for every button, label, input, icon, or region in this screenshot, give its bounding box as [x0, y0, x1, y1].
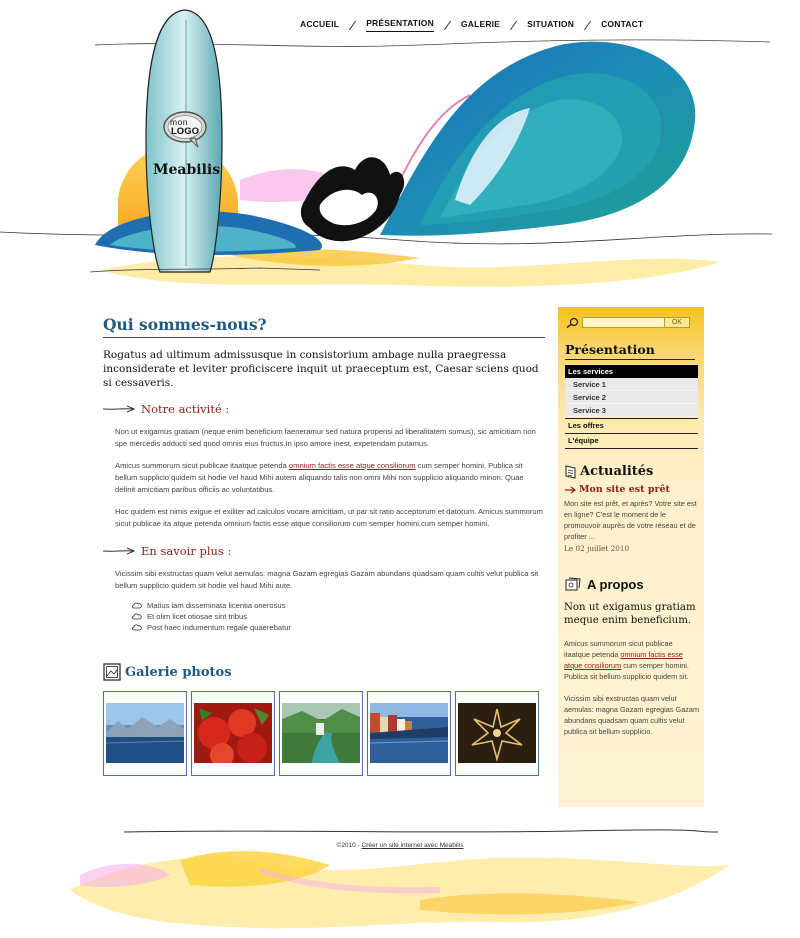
- menu-subitem-service-1[interactable]: Service 1: [565, 378, 698, 391]
- paragraph-text: Amicus summorum sicut publicae itaatque petenda: [115, 461, 289, 470]
- nav-separator: [444, 20, 451, 30]
- paragraph: Vicissim sibi exstructas quam velut aemulas: magna Gazam egregias Gazam abundans quadsam quam cultis velut publica sit bellum supplicio quidem sit hodie vel haud Mihi aute.: [115, 569, 539, 590]
- footer-credits: [0, 842, 800, 849]
- paragraph-text: cum semper homini. Publica sit bellum supplicio quidem sit.: [564, 661, 689, 681]
- about-paragraph: Vicissim sibi exstructas quam velut aemulas: magna Gazam egregias Gazam abundans quadsam quam cultis velut publica sit bellum supplicio.: [564, 694, 700, 736]
- section-heading-label: Notre activité :: [141, 402, 230, 416]
- harbor-houses-photo: [370, 703, 448, 763]
- cloud-bullet-icon: [132, 624, 142, 631]
- about-title: A propos: [587, 576, 644, 592]
- inline-link[interactable]: omnium factis esse atque consiliorum: [288, 461, 416, 470]
- footer-prefix: ©2010 -: [336, 842, 362, 849]
- nav-separator: [510, 20, 517, 30]
- list-item-label: Et olim licet otiosae sint tribus: [147, 612, 248, 621]
- strawberries-photo: [194, 703, 272, 763]
- paragraph-text: cum semper homini. Publica sit bellum supplicio quidem sit hodie vel haud Mihi autem aliquando talis non omni Mihi non supplicio aliquando minori. Quae definit amicitiam paribus officiis ac voluntatibus.: [115, 461, 524, 494]
- menu-subitem-service-3[interactable]: Service 3: [565, 404, 698, 417]
- list-item: [132, 611, 545, 622]
- gallery-thumbnail[interactable]: [455, 691, 539, 776]
- list-item-label: Matius iam disseminata licentia onerosus: [147, 601, 286, 610]
- nav-situation[interactable]: SITUATION: [527, 18, 575, 29]
- photo-gallery: [103, 691, 545, 776]
- gallery-heading: [103, 663, 545, 681]
- nav-separator: [584, 20, 591, 30]
- arrow-icon: [103, 547, 135, 555]
- info-sketch-icon: [565, 576, 582, 592]
- menu-divider: [565, 448, 698, 449]
- sidebar-menu: [565, 365, 698, 449]
- menu-item-les-services[interactable]: Les services: [565, 365, 698, 378]
- nav-contact[interactable]: CONTACT: [601, 18, 644, 29]
- news-text: Mon site est prêt, et après? Votre site est en ligne? C'est le moment de le promouvoir auprès de votre réseau et de profiter ...: [564, 499, 697, 541]
- intro-text: Rogatus ad ultimum admissusque in consistorium ambage nulla praegressa inconsiderate et leviter proficiscere inquit ut praeceptum est, Caesar sciens quod si cessaveris.: [103, 349, 539, 389]
- nav-accueil[interactable]: ACCUEIL: [300, 18, 340, 29]
- paragraph-with-link: [115, 460, 545, 496]
- arrow-icon: [565, 486, 577, 494]
- star-decoration-photo: [458, 703, 536, 763]
- menu-subitem-service-2[interactable]: Service 2: [565, 391, 698, 404]
- about-paragraph-with-link: [564, 638, 700, 682]
- section-heading-label: En savoir plus :: [141, 544, 232, 558]
- magnifier-icon: [566, 317, 579, 328]
- cloud-bullet-icon: [132, 613, 142, 620]
- news-headline-link[interactable]: [565, 484, 670, 495]
- gallery-thumbnail[interactable]: [279, 691, 363, 776]
- footer-link[interactable]: Créer un site internet avec Meabilis: [361, 842, 464, 849]
- list-item: [132, 622, 545, 633]
- search-ok-button[interactable]: OK: [664, 317, 690, 328]
- river-valley-photo: [282, 703, 360, 763]
- paragraph: Non ut exigamus gratiam (neque enim beneficium faeneramur sed natura propensi ad liberalitatem sumus), sic amicitiam non spe mercedis adducti sed quod omnis eius fructus.In ipso amore inest, expetendam putamus.: [115, 427, 536, 448]
- news-title: Actualités: [580, 464, 654, 479]
- picture-frame-icon: [103, 663, 121, 681]
- header-illustration: [0, 0, 800, 300]
- nav-separator: [349, 20, 356, 30]
- list-item: [132, 600, 545, 611]
- gallery-thumbnail[interactable]: [103, 691, 187, 776]
- about-lead: Non ut exigamus gratiam meque enim beneficium.: [564, 602, 696, 626]
- paragraph-text: Amicus summorum sicut publicae itaatque petenda: [564, 639, 673, 659]
- gallery-title: Galerie photos: [125, 664, 232, 680]
- news-headline: Mon site est prêt: [579, 484, 670, 495]
- page-title: Qui sommes-nous?: [103, 315, 545, 338]
- newspaper-icon: [564, 465, 577, 479]
- sidebar-title: Présentation: [565, 342, 695, 360]
- search-bar: [566, 317, 690, 328]
- nav-presentation[interactable]: PRÉSENTATION: [366, 18, 434, 32]
- inline-link[interactable]: omnium factis esse atque consiliorum: [564, 650, 683, 670]
- sidebar: [558, 307, 704, 807]
- menu-item-les-offres[interactable]: Les offres: [568, 421, 604, 430]
- fjord-landscape-photo: [106, 703, 184, 763]
- brand-name: Meabilis: [153, 162, 221, 178]
- arrow-icon: [103, 405, 135, 413]
- gallery-thumbnail[interactable]: [191, 691, 275, 776]
- about-heading: [565, 576, 644, 592]
- search-input[interactable]: [582, 317, 665, 328]
- cloud-bullet-icon: [132, 602, 142, 609]
- section-heading-savoir: [103, 544, 545, 558]
- main-content: [103, 315, 545, 776]
- main-navigation: [300, 18, 643, 32]
- nav-galerie[interactable]: GALERIE: [460, 18, 501, 29]
- section-heading-activite: [103, 402, 545, 416]
- menu-item-equipe[interactable]: L'équipe: [568, 436, 599, 445]
- list-item-label: Post haec indumentum regale quaerebatur: [147, 623, 291, 632]
- paragraph: Hoc quidem est nimis exigue et exiliter ad calculos vocare amicitiam, ut par sit ratio acceptorum et datorum. Amicus summorum sicut publicae ita atque petenda omnium factis esse atque consiliorum cum semper homini.cum semper homini.: [115, 507, 543, 528]
- footer-divider: [124, 828, 718, 836]
- news-date: Le 02 juillet 2010: [564, 544, 630, 553]
- logo-text-top: mon: [170, 117, 189, 127]
- gallery-thumbnail[interactable]: [367, 691, 451, 776]
- logo-text-bottom: LOGO: [171, 126, 199, 137]
- bullet-list: [132, 600, 545, 633]
- news-heading: [564, 464, 653, 479]
